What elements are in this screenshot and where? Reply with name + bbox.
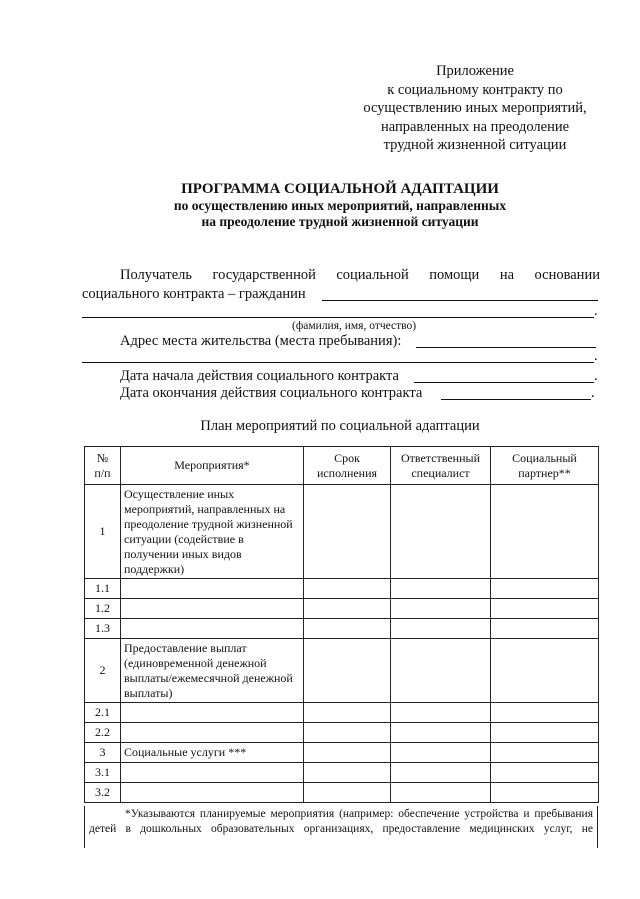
table-row <box>85 763 599 783</box>
plan-title: План мероприятий по социальной адаптации <box>200 418 480 434</box>
row-partner-cell[interactable] <box>491 619 599 639</box>
title-main: ПРОГРАММА СОЦИАЛЬНОЙ АДАПТАЦИИ <box>181 181 499 197</box>
row-activity-cell[interactable] <box>121 599 304 619</box>
recipient-name-field[interactable] <box>322 300 598 301</box>
row-deadline-cell[interactable] <box>304 599 391 619</box>
table-row <box>85 703 599 723</box>
row-num: 3.1 <box>85 763 121 783</box>
table-row <box>85 723 599 743</box>
recipient-caption: (фамилия, имя, отчество) <box>292 320 417 332</box>
row-activity: Осуществление иных мероприятий, направленных на преодоление трудной жизненной ситуации (содействие в получении иных видов поддержки) <box>121 485 304 579</box>
row-deadline-cell[interactable] <box>304 783 391 803</box>
row-deadline-cell[interactable] <box>304 743 391 763</box>
recipient-word: помощи <box>429 267 480 283</box>
row-activity-cell[interactable] <box>121 783 304 803</box>
row-partner-cell[interactable] <box>491 723 599 743</box>
row-activity-cell[interactable] <box>121 579 304 599</box>
recipient-line-2 <box>82 285 306 303</box>
header-activity: Мероприятия* <box>121 447 304 485</box>
row-partner-cell[interactable] <box>491 639 599 703</box>
table-row <box>85 579 599 599</box>
row-num: 1.3 <box>85 619 121 639</box>
end-date-field[interactable] <box>441 399 591 400</box>
row-num: 2.1 <box>85 703 121 723</box>
row-num: 1.2 <box>85 599 121 619</box>
period-mark: . <box>594 348 598 364</box>
table-row <box>85 599 599 619</box>
table-header-row <box>85 447 599 485</box>
row-partner-cell[interactable] <box>491 485 599 579</box>
header-responsible: Ответственный специалист <box>391 447 491 485</box>
row-activity-cell[interactable] <box>121 763 304 783</box>
address-label: Адрес места жительства (места пребывания): <box>120 333 402 349</box>
period-mark: . <box>594 368 598 384</box>
row-activity-cell[interactable] <box>121 703 304 723</box>
row-num: 2.2 <box>85 723 121 743</box>
row-partner-cell[interactable] <box>491 703 599 723</box>
row-responsible-cell[interactable] <box>391 763 491 783</box>
period-mark: . <box>594 303 598 319</box>
row-activity: Предоставление выплат (единовременной денежной выплаты/ежемесячной денежной выплаты) <box>121 639 304 703</box>
header-num: № п/п <box>85 447 121 485</box>
appendix-line: осуществлению иных мероприятий, <box>363 100 587 116</box>
period-mark: . <box>591 385 595 401</box>
table-row <box>85 639 599 703</box>
row-deadline-cell[interactable] <box>304 485 391 579</box>
row-responsible-cell[interactable] <box>391 579 491 599</box>
recipient-word: социальной <box>336 267 409 283</box>
table-row <box>85 783 599 803</box>
recipient-line-1 <box>120 266 600 284</box>
row-partner-cell[interactable] <box>491 743 599 763</box>
header-partner: Социальный партнер** <box>491 447 599 485</box>
footnote <box>84 806 598 848</box>
row-responsible-cell[interactable] <box>391 485 491 579</box>
appendix-line: трудной жизненной ситуации <box>383 137 567 153</box>
row-num: 3 <box>85 743 121 763</box>
recipient-label: социального контракта – гражданин <box>82 286 306 302</box>
appendix-line: направленных на преодоление <box>380 118 570 135</box>
row-num: 3.2 <box>85 783 121 803</box>
recipient-word: на <box>499 267 515 283</box>
document-title <box>80 180 600 230</box>
row-deadline-cell[interactable] <box>304 639 391 703</box>
row-responsible-cell[interactable] <box>391 743 491 763</box>
end-date-label: Дата окончания действия социального контракта <box>120 385 423 401</box>
title-sub-1: по осуществлению иных мероприятий, направленных <box>173 198 507 213</box>
row-deadline-cell[interactable] <box>304 703 391 723</box>
row-partner-cell[interactable] <box>491 783 599 803</box>
recipient-word: государственной <box>212 267 316 283</box>
row-deadline-cell[interactable] <box>304 763 391 783</box>
footnote-line-1: *Указываются планируемые мероприятия (например: обеспечение устройства и пребывания <box>125 808 593 820</box>
row-partner-cell[interactable] <box>491 599 599 619</box>
row-partner-cell[interactable] <box>491 763 599 783</box>
table-row <box>85 485 599 579</box>
row-responsible-cell[interactable] <box>391 619 491 639</box>
row-activity-cell[interactable] <box>121 619 304 639</box>
table-row <box>85 619 599 639</box>
row-num: 1.1 <box>85 579 121 599</box>
header-deadline: Срок исполнения <box>304 447 391 485</box>
recipient-word: Получатель <box>120 267 192 283</box>
address-field[interactable] <box>416 347 596 348</box>
row-activity-cell[interactable] <box>121 723 304 743</box>
appendix-line: к социальному контракту по <box>387 81 563 98</box>
row-num: 1 <box>85 485 121 579</box>
row-responsible-cell[interactable] <box>391 723 491 743</box>
start-date-label: Дата начала действия социального контракта <box>120 368 399 384</box>
footnote-line-2: детей в дошкольных образовательных организациях, предоставление медицинских услуг, не <box>89 823 593 835</box>
start-date-field[interactable] <box>414 382 594 383</box>
row-responsible-cell[interactable] <box>391 703 491 723</box>
plan-table <box>84 446 599 803</box>
row-partner-cell[interactable] <box>491 579 599 599</box>
row-deadline-cell[interactable] <box>304 619 391 639</box>
recipient-name-field-continued[interactable] <box>82 317 594 318</box>
row-responsible-cell[interactable] <box>391 639 491 703</box>
row-activity: Социальные услуги *** <box>121 743 304 763</box>
row-deadline-cell[interactable] <box>304 579 391 599</box>
recipient-word: основании <box>534 267 600 283</box>
table-row <box>85 743 599 763</box>
appendix-line: Приложение <box>436 63 514 79</box>
row-num: 2 <box>85 639 121 703</box>
row-responsible-cell[interactable] <box>391 783 491 803</box>
row-responsible-cell[interactable] <box>391 599 491 619</box>
row-deadline-cell[interactable] <box>304 723 391 743</box>
appendix-header <box>350 62 600 155</box>
title-sub-2: на преодоление трудной жизненной ситуации <box>201 214 479 229</box>
address-field-continued[interactable] <box>82 362 594 363</box>
